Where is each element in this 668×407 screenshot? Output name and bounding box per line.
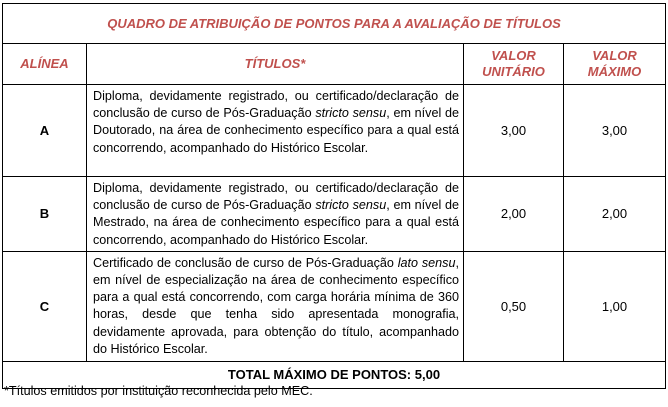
- header-valor-unitario-line2: UNITÁRIO: [482, 64, 545, 79]
- desc-italic-term: stricto sensu: [315, 198, 387, 213]
- header-valor-maximo-line1: VALOR: [592, 48, 637, 63]
- row-valor-maximo: 1,00: [564, 251, 666, 361]
- footnote: *Títulos emitidos por instituição reconhecida pelo MEC.: [4, 384, 313, 398]
- row-valor-maximo: 2,00: [564, 177, 666, 252]
- desc-text: , em nível de Doutorado, na área de conhecimento específico para a qual está concorrendo, acompanhado do Histórico Escolar.: [93, 106, 459, 155]
- desc-text: Diploma, devidamente registrado, ou certificado/declaração de conclusão de curso de Pós-Graduação: [93, 181, 459, 213]
- desc-italic-term: stricto sensu: [315, 106, 387, 121]
- table-title: QUADRO DE ATRIBUIÇÃO DE PONTOS PARA A AVALIAÇÃO DE TÍTULOS: [3, 4, 666, 44]
- row-description: [87, 251, 464, 361]
- header-valor-unitario: [464, 44, 564, 85]
- row-alinea: B: [3, 177, 87, 252]
- points-table: [2, 3, 666, 389]
- header-valor-maximo: [564, 44, 666, 85]
- table-row: [3, 85, 666, 177]
- table-row: [3, 177, 666, 252]
- header-alinea: ALÍNEA: [3, 44, 87, 85]
- desc-text: , em nível de especialização na área de conhecimento específico para a qual está concorrendo, com carga horária mínima de 360 horas, desde que tenha sido apresentada monografia, devidamente aprovada, para obtenção do título, acompanhado do Histórico Escolar.: [93, 255, 459, 356]
- desc-text: Certificado de conclusão de curso de Pós-Graduação: [93, 255, 398, 270]
- row-valor-maximo: 3,00: [564, 85, 666, 177]
- desc-text: Diploma, devidamente registrado, ou certificado/declaração de conclusão de curso de Pós-Graduação: [93, 89, 459, 121]
- desc-text: , em nível de Mestrado, na área de conhecimento específico para a qual está concorrendo, acompanhado do Histórico Escolar.: [93, 198, 459, 247]
- row-valor-unitario: 3,00: [464, 85, 564, 177]
- row-alinea: A: [3, 85, 87, 177]
- header-valor-unitario-line1: VALOR: [491, 48, 536, 63]
- row-valor-unitario: 0,50: [464, 251, 564, 361]
- header-titulos: TÍTULOS*: [87, 44, 464, 85]
- row-valor-unitario: 2,00: [464, 177, 564, 252]
- desc-italic-term: lato sensu: [397, 255, 456, 270]
- row-description: [87, 177, 464, 252]
- header-valor-maximo-line2: MÁXIMO: [587, 64, 642, 79]
- row-description: [87, 85, 464, 177]
- table-row: [3, 251, 666, 361]
- total-points: TOTAL MÁXIMO DE PONTOS: 5,00: [3, 361, 666, 388]
- row-alinea: C: [3, 251, 87, 361]
